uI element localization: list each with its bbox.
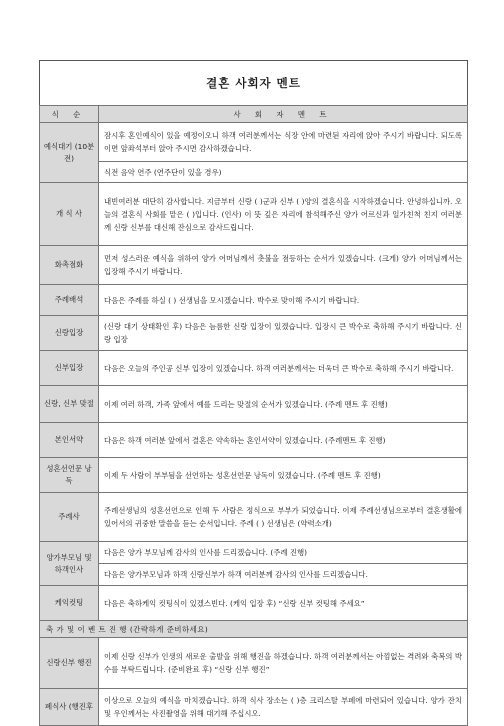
row-text: 이제 여러 하객, 가족 앞에서 예를 드리는 맞절의 순서가 있겠습니다. (주례 멘트 후 진행) [99, 386, 468, 423]
row-label: 케익컷팅 [40, 586, 99, 621]
row-text: 이제 신랑 신부가 인생의 새로운 출발을 위해 행진을 하겠습니다. 하객 여러분께서는 아낌없는 격려와 축복의 박수를 부탁드립니다. (준비완료 후) “신랑 신부 행진” [99, 638, 468, 689]
row-label: 화촉점화 [40, 246, 99, 285]
table-row [40, 638, 468, 689]
table-row [40, 564, 468, 586]
row-label: 신랑신부 행진 [40, 638, 99, 689]
row-label: 폐식사 (행진후 [40, 689, 99, 726]
row-label: 신랑입장 [40, 316, 99, 351]
row-label: 양가부모님 및 하객인사 [40, 542, 99, 586]
table-row [40, 285, 468, 316]
section-row [40, 621, 468, 638]
row-label: 주례배석 [40, 285, 99, 316]
row-text: 다음은 양가 부모님께 감사의 인사를 드리겠습니다. (주례 진행) [99, 542, 468, 564]
table-row [40, 351, 468, 386]
ceremony-table [39, 105, 468, 726]
row-text: (신랑 대기 상태확인 후) 다음은 늠름한 신랑 입장이 있겠습니다. 입장시 큰 박수로 축하해 주시기 바랍니다. 신랑 입장 [99, 316, 468, 351]
header-order: 식 순 [40, 106, 99, 123]
table-row [40, 542, 468, 564]
row-text: 먼저 성스러운 예식을 위하여 양가 어머님께서 촛불을 점등하는 순서가 있겠습니다. (크게) 양가 어머님께서는 입장해 주시기 바랍니다. [99, 246, 468, 285]
row-text: 다음은 하객 여러분 앞에서 결혼은 약속하는 혼인서약이 있겠습니다. (주례멘트 후 진행) [99, 423, 468, 458]
row-label: 예식대기 (10분 전) [40, 123, 99, 183]
table-row [40, 493, 468, 542]
row-text: 내빈여러분 대단히 감사합니다. 지금부터 신랑 ( )군과 신부 ( )양의 결혼식을 시작하겠습니다. 안녕하십니까. 오늘의 결혼식 사회를 맡은 ( )입니다. (인사) 이 뜻 깊은 자리에 참석해주신 양가 어르신과 일가친척 친지 여러분께 신랑 신부를 대신해 잔심으로 감사드립니다. [99, 183, 468, 246]
table-row [40, 316, 468, 351]
row-label: 신랑, 신부 맞절 [40, 386, 99, 423]
row-label: 본인서약 [40, 423, 99, 458]
table-row [40, 183, 468, 246]
row-label: 주례사 [40, 493, 99, 542]
section-label: 축 가 및 이 벤 트 진 행 (간략하게 준비하세요) [40, 621, 468, 638]
row-text: 식전 음악 연주 (연주단이 있을 경우) [99, 162, 468, 183]
row-text: 다음은 양가부모님과 하객 신랑신부가 하객 여러분께 감사의 인사를 드리겠습니다. [99, 564, 468, 586]
table-row [40, 586, 468, 621]
row-text: 이상으로 오늘의 예식을 마치겠습니다. 하객 식사 장소는 ( )층 크리스탈 부페에 마련되어 있습니다. 양가 잔치 및 우인께서는 사진촬영을 위해 대기해 주십시오. [99, 689, 468, 726]
row-text: 주례선생님의 성혼선언으로 인해 두 사람은 정식으로 부부가 되었습니다. 이제 주례선생님으로부터 결혼생활에 있어서의 귀중한 말씀을 듣는 순서입니다. 주례 ( ) 선생님은 (약력소개) [99, 493, 468, 542]
table-row [40, 689, 468, 726]
row-text: 다음은 주례를 하실 ( ) 선생님을 모시겠습니다. 박수로 맞이해 주시기 바랍니다. [99, 285, 468, 316]
document-title: 결혼 사회자 멘트 [39, 60, 468, 105]
row-label: 성혼선언문 낭 독 [40, 458, 99, 493]
table-row [40, 458, 468, 493]
row-text: 다음은 오늘의 주인공 신부 입장이 있겠습니다. 하객 여러분께서는 더욱더 큰 박수로 축하해 주시기 바랍니다. [99, 351, 468, 386]
table-row [40, 123, 468, 162]
row-text: 잠시후 혼인예식이 있을 예정이오니 하객 여러분께서는 식장 안에 마련된 자리에 앉아 주시기 바랍니다. 되도록이면 앞좌석부터 앉아 주시면 감사하겠습니다. [99, 123, 468, 162]
row-label: 신부입장 [40, 351, 99, 386]
table-row [40, 386, 468, 423]
row-label: 개 식 사 [40, 183, 99, 246]
row-text: 다음은 축하케익 컷팅식이 있겠스빈다. (케익 입장 후) “신랑 신부 컷팅해 주세요” [99, 586, 468, 621]
table-row [40, 162, 468, 183]
table-row [40, 246, 468, 285]
header-ment: 사 회 자 멘 트 [99, 106, 468, 123]
row-text: 이제 두 사람이 부부됨을 선언하는 성혼선언문 낭독이 있겠습니다. (주례 멘트 후 진행) [99, 458, 468, 493]
table-header-row [40, 106, 468, 123]
document-page [39, 60, 468, 726]
table-row [40, 423, 468, 458]
